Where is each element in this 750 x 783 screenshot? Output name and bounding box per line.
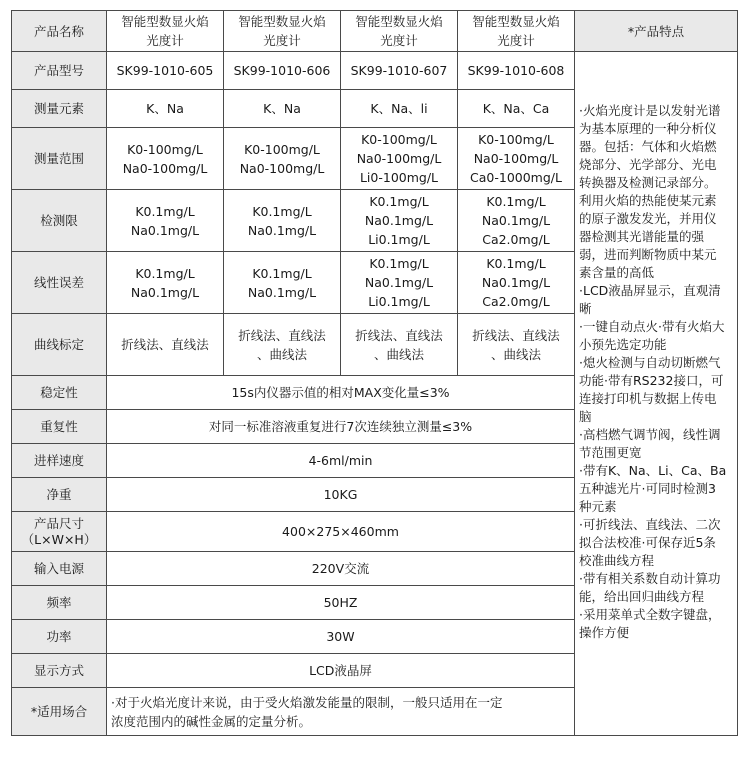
product-2-elements: K、Na bbox=[224, 90, 341, 128]
product-1-calibration: 折线法、直线法 bbox=[107, 314, 224, 376]
product-4-elements: K、Na、Ca bbox=[458, 90, 575, 128]
label-detection: 检测限 bbox=[12, 190, 107, 252]
weight-value: 10KG bbox=[107, 478, 575, 512]
product-2-name: 智能型数显火焰 光度计 bbox=[224, 11, 341, 52]
features-text: ·火焰光度计是以发射光谱 为基本原理的一种分析仪 器。包括：气体和火焰燃 烧部分、光学部分、光电 转换器及检测记录部分。 利用火焰的热能使某元素 的原子激发发光，并用仪 器检测其光谱能量的强 弱，进而判断物质中某元 素含量的高低 ·LCD液晶屏显示，直观清 晰 ·一键自动点火·带有火焰大 小预先选定功能 ·熄火检测与自动切断燃气 功能·带有RS232接口，可 连接打印机与数据上传电 脑 ·高档燃气调节阀，线性调 节范围更宽 ·带有K、Na、Li、Ca、Ba 五种滤光片·可同时检测3 种元素 ·可折线法、直线法、二次 拟合法校准·可保存近5条 校准曲线方程 ·带有相关系数自动计算功 能，给出回归曲线方程 ·采用菜单式全数字键盘， 操作方便 bbox=[575, 52, 738, 736]
product-4-name: 智能型数显火焰 光度计 bbox=[458, 11, 575, 52]
label-linearity: 线性误差 bbox=[12, 252, 107, 314]
label-range: 测量范围 bbox=[12, 128, 107, 190]
display-value: LCD液晶屏 bbox=[107, 654, 575, 688]
product-3-linearity: K0.1mg/L Na0.1mg/L Li0.1mg/L bbox=[341, 252, 458, 314]
product-3-calibration: 折线法、直线法 、曲线法 bbox=[341, 314, 458, 376]
stability-value: 15s内仪器示值的相对MAX变化量≤3% bbox=[107, 376, 575, 410]
product-3-range: K0-100mg/L Na0-100mg/L Li0-100mg/L bbox=[341, 128, 458, 190]
applicable-value: ·对于火焰光度计来说，由于受火焰激发能量的限制，一般只适用在一定 浓度范围内的碱性金属的定量分析。 bbox=[107, 688, 575, 736]
label-power-input: 输入电源 bbox=[12, 552, 107, 586]
label-display: 显示方式 bbox=[12, 654, 107, 688]
label-applicable: *适用场合 bbox=[12, 688, 107, 736]
product-3-detection: K0.1mg/L Na0.1mg/L Li0.1mg/L bbox=[341, 190, 458, 252]
product-2-model: SK99-1010-606 bbox=[224, 52, 341, 90]
power-input-value: 220V交流 bbox=[107, 552, 575, 586]
product-3-name: 智能型数显火焰 光度计 bbox=[341, 11, 458, 52]
row-name bbox=[12, 11, 738, 52]
product-4-detection: K0.1mg/L Na0.1mg/L Ca2.0mg/L bbox=[458, 190, 575, 252]
row-model bbox=[12, 52, 738, 90]
label-elements: 测量元素 bbox=[12, 90, 107, 128]
product-3-model: SK99-1010-607 bbox=[341, 52, 458, 90]
label-sampling: 进样速度 bbox=[12, 444, 107, 478]
sampling-value: 4-6ml/min bbox=[107, 444, 575, 478]
product-1-model: SK99-1010-605 bbox=[107, 52, 224, 90]
label-frequency: 频率 bbox=[12, 586, 107, 620]
label-power: 功率 bbox=[12, 620, 107, 654]
product-2-calibration: 折线法、直线法 、曲线法 bbox=[224, 314, 341, 376]
product-4-linearity: K0.1mg/L Na0.1mg/L Ca2.0mg/L bbox=[458, 252, 575, 314]
label-size: 产品尺寸 （L×W×H） bbox=[12, 512, 107, 552]
features-header: *产品特点 bbox=[575, 11, 738, 52]
frequency-value: 50HZ bbox=[107, 586, 575, 620]
label-stability: 稳定性 bbox=[12, 376, 107, 410]
label-calibration: 曲线标定 bbox=[12, 314, 107, 376]
product-4-model: SK99-1010-608 bbox=[458, 52, 575, 90]
product-4-range: K0-100mg/L Na0-100mg/L Ca0-1000mg/L bbox=[458, 128, 575, 190]
label-model: 产品型号 bbox=[12, 52, 107, 90]
repeatability-value: 对同一标准溶液重复进行7次连续独立测量≤3% bbox=[107, 410, 575, 444]
product-1-elements: K、Na bbox=[107, 90, 224, 128]
product-3-elements: K、Na、li bbox=[341, 90, 458, 128]
power-value: 30W bbox=[107, 620, 575, 654]
product-1-name: 智能型数显火焰 光度计 bbox=[107, 11, 224, 52]
label-repeatability: 重复性 bbox=[12, 410, 107, 444]
product-spec-table bbox=[11, 10, 738, 736]
product-2-linearity: K0.1mg/L Na0.1mg/L bbox=[224, 252, 341, 314]
product-1-range: K0-100mg/L Na0-100mg/L bbox=[107, 128, 224, 190]
product-1-detection: K0.1mg/L Na0.1mg/L bbox=[107, 190, 224, 252]
product-1-linearity: K0.1mg/L Na0.1mg/L bbox=[107, 252, 224, 314]
product-2-detection: K0.1mg/L Na0.1mg/L bbox=[224, 190, 341, 252]
size-value: 400×275×460mm bbox=[107, 512, 575, 552]
label-name: 产品名称 bbox=[12, 11, 107, 52]
product-4-calibration: 折线法、直线法 、曲线法 bbox=[458, 314, 575, 376]
label-weight: 净重 bbox=[12, 478, 107, 512]
product-2-range: K0-100mg/L Na0-100mg/L bbox=[224, 128, 341, 190]
